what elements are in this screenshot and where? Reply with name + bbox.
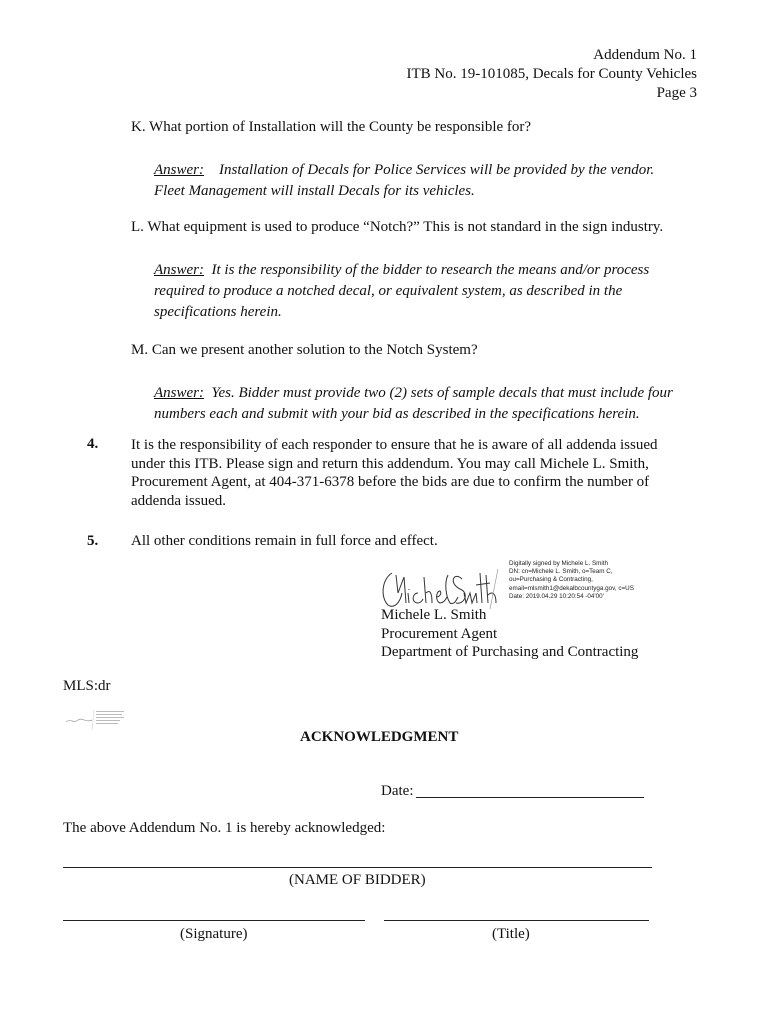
answer-m-label: Answer: (154, 385, 204, 401)
item-4-line2: under this ITB. Please sign and return this addendum. You may call Michele L. Smith, (131, 455, 649, 472)
answer-l-line3: specifications herein. (154, 304, 282, 320)
bidder-name-line[interactable] (63, 867, 652, 868)
digital-signature-line1: Digitally signed by Michele L. Smith (509, 560, 609, 567)
page-number: Page 3 (656, 85, 697, 101)
acknowledgment-statement: The above Addendum No. 1 is hereby acknowledged: (63, 820, 386, 836)
addendum-number: Addendum No. 1 (593, 47, 697, 63)
answer-m-line2: numbers each and submit with your bid as described in the specifications herein. (154, 406, 640, 422)
title-label: (Title) (492, 926, 530, 942)
signature-label: (Signature) (180, 926, 248, 942)
answer-k-label: Answer: (154, 162, 204, 178)
signature-stamp-thumbnail (64, 708, 128, 732)
answer-l-line1: It is the responsibility of the bidder to research the means and/or process (211, 262, 650, 278)
question-k: K. What portion of Installation will the County be responsible for? (131, 119, 532, 135)
item-4-line4: addenda issued. (131, 492, 226, 509)
digital-signature-block (509, 560, 634, 601)
digital-signature-line4: email=mlsmith1@dekalbcountyga.gov, c=US (509, 584, 634, 592)
item-4-line1: It is the responsibility of each responder to ensure that he is aware of all addenda issued (131, 437, 658, 453)
date-field-line[interactable] (416, 797, 644, 798)
signature-line[interactable] (63, 920, 365, 921)
signer-department: Department of Purchasing and Contracting (381, 644, 639, 660)
item-4-line3: Procurement Agent, at 404-371-6378 before the bids are due to confirm the number of (131, 474, 650, 490)
answer-l-line2: required to produce a notched decal, or equivalent system, as described in the (154, 283, 623, 299)
question-l: L. What equipment is used to produce “Notch?” This is not standard in the sign industry. (131, 219, 664, 235)
date-label: Date: (381, 783, 414, 799)
answer-k-line1: Installation of Decals for Police Services will be provided by the vendor. (219, 162, 655, 178)
answer-k-line2: Fleet Management will install Decals for its vehicles. (154, 183, 475, 199)
digital-signature-line3: ou=Purchasing & Contracting, (509, 576, 593, 584)
digital-signature-line2: DN: cn=Michele L. Smith, o=Team C, (509, 568, 613, 576)
answer-m-line1: Yes. Bidder must provide two (2) sets of sample decals that must include four (211, 385, 673, 401)
initials: MLS:dr (63, 678, 111, 694)
title-line[interactable] (384, 920, 649, 921)
question-m: M. Can we present another solution to the Notch System? (131, 342, 478, 358)
bidder-name-label: (NAME OF BIDDER) (289, 872, 426, 888)
page-header (406, 46, 697, 103)
handwritten-signature (378, 563, 503, 611)
signer-block (381, 606, 638, 662)
itb-reference: ITB No. 19-101085, Decals for County Vehicles (406, 66, 697, 82)
acknowledgment-heading: ACKNOWLEDGMENT (300, 729, 459, 745)
digital-signature-line5: Date: 2019.04.29 10:20:54 -04'00' (509, 592, 604, 600)
signer-name: Michele L. Smith (381, 607, 487, 623)
answer-l-label: Answer: (154, 262, 204, 278)
signer-title: Procurement Agent (381, 625, 498, 642)
item-5-number: 5. (87, 533, 99, 549)
item-5-text: All other conditions remain in full force and effect. (131, 533, 438, 549)
item-4-number: 4. (87, 436, 99, 452)
